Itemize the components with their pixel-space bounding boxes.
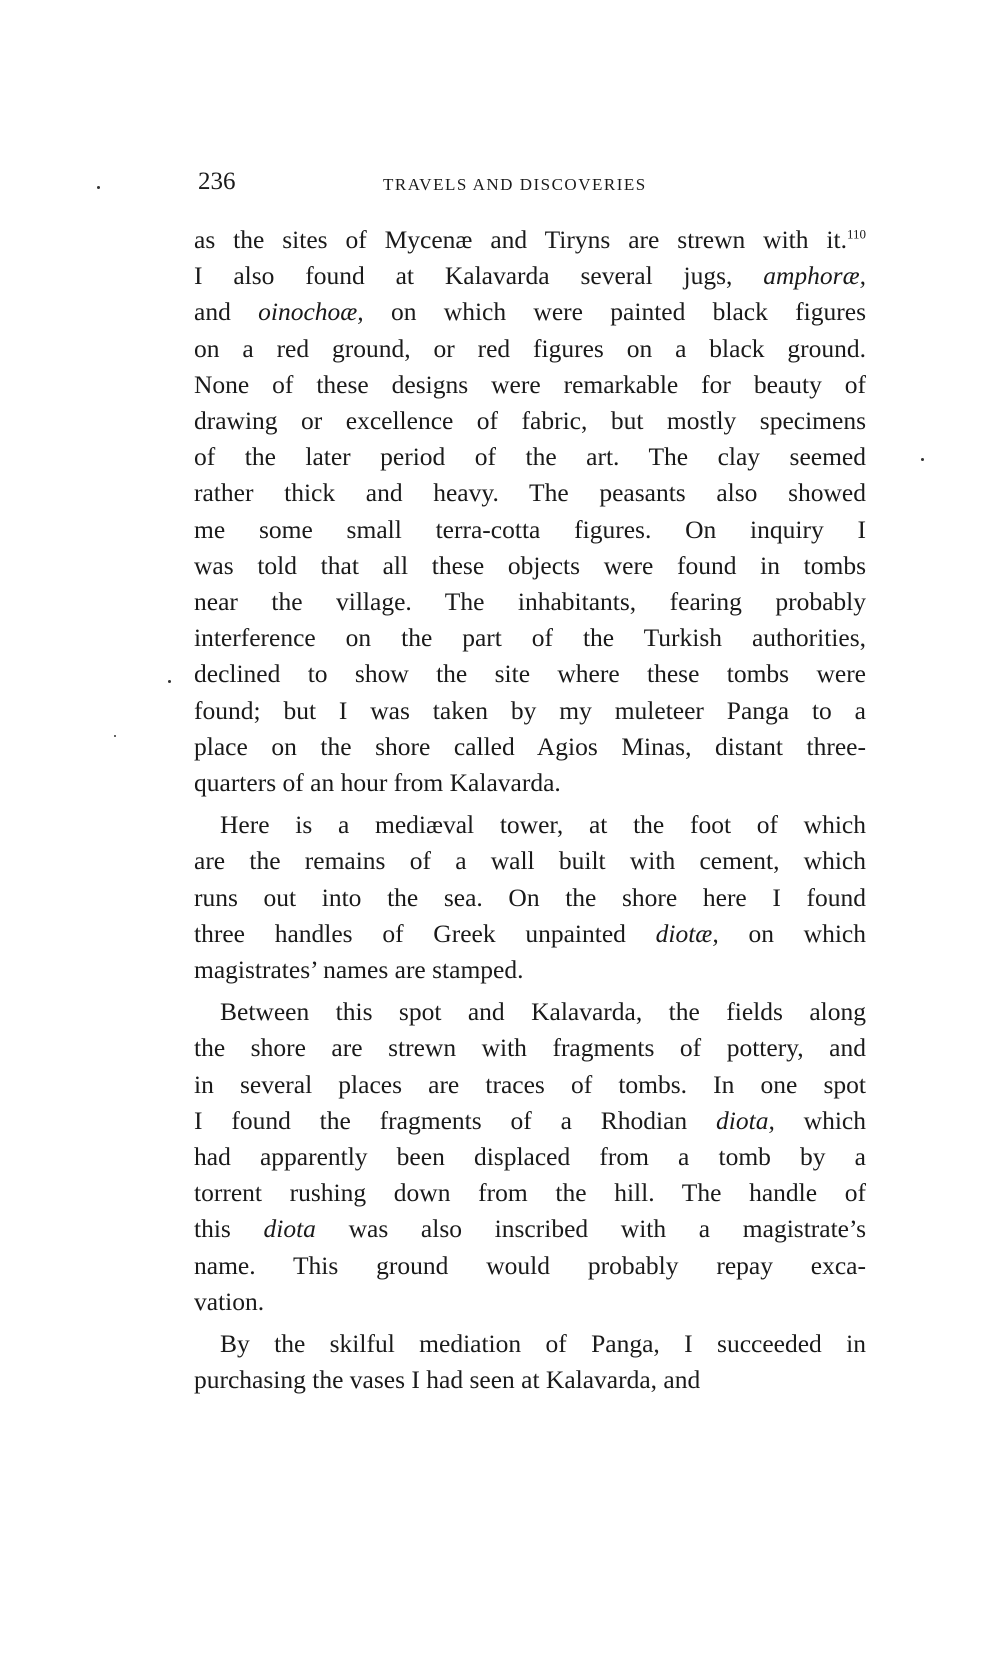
text-run: quarters of an hour from Kalavarda. (194, 768, 561, 798)
text-line (194, 258, 866, 294)
text-line (194, 475, 866, 511)
text-line (194, 1284, 866, 1320)
text-run: vation. (194, 1286, 265, 1316)
text-run: I found the fragments of a Rhodian (194, 1105, 717, 1135)
text-run: as the sites of Mycenæ and Tiryns are strewn with it. (194, 225, 847, 254)
italic-term: diota (263, 1214, 316, 1244)
body-text (194, 222, 866, 1399)
text-line (194, 952, 866, 988)
text-line (194, 1326, 866, 1362)
text-run: I also found at Kalavarda several jugs, (194, 261, 764, 291)
text-run: was told that all these objects were found in tombs (194, 550, 866, 580)
text-line (194, 294, 866, 330)
text-line (194, 584, 866, 620)
text-line (194, 620, 866, 656)
page-number: 236 (198, 168, 236, 195)
text-line (194, 693, 866, 729)
text-line (194, 222, 866, 258)
text-run: near the village. The inhabitants, fearing probably (194, 587, 866, 617)
text-line (194, 807, 866, 843)
text-run: in several places are traces of tombs. In one spot (194, 1069, 866, 1099)
text-run: had apparently been displaced from a tomb by a (194, 1142, 866, 1172)
scan-speck (168, 680, 171, 683)
text-line (194, 656, 866, 692)
text-run: on a red ground, or red figures on a black ground. (194, 333, 866, 363)
text-line (194, 331, 866, 367)
text-line (194, 729, 866, 765)
paragraph (194, 1326, 866, 1398)
text-line (194, 1067, 866, 1103)
text-run: was also inscribed with a magistrate’s (315, 1214, 867, 1244)
text-line (194, 880, 866, 916)
text-run: place on the shore called Agios Minas, distant three- (194, 731, 866, 761)
italic-term: oinochoæ, (258, 297, 364, 327)
text-run: Between this spot and Kalavarda, the fields along (220, 997, 866, 1027)
text-run: this (194, 1214, 264, 1244)
text-run: runs out into the sea. On the shore here I found (194, 882, 866, 912)
text-line (194, 994, 866, 1030)
text-run: which (774, 1105, 866, 1135)
footnote-ref: 110 (846, 226, 866, 242)
text-line (194, 916, 866, 952)
text-line (194, 548, 866, 584)
paragraph (194, 807, 866, 988)
italic-term: amphoræ, (763, 261, 866, 291)
text-run: interference on the part of the Turkish authorities, (194, 623, 866, 653)
scan-speck (97, 186, 100, 189)
text-line (194, 1030, 866, 1066)
text-line (194, 765, 866, 801)
running-head: TRAVELS AND DISCOVERIES (383, 175, 647, 194)
text-run: three handles of Greek unpainted (194, 918, 656, 948)
text-line (194, 1211, 866, 1247)
text-line (194, 403, 866, 439)
text-run: and (194, 297, 259, 327)
text-run: purchasing the vases I had seen at Kalavarda, and (194, 1365, 701, 1395)
text-line (194, 367, 866, 403)
text-run: on which (718, 918, 866, 948)
text-run: drawing or excellence of fabric, but mostly specimens (194, 406, 866, 436)
text-line (194, 1139, 866, 1175)
text-line (194, 1175, 866, 1211)
text-run: declined to show the site where these tombs were (194, 659, 866, 689)
text-line (194, 439, 866, 475)
text-run: the shore are strewn with fragments of pottery, and (194, 1033, 866, 1063)
text-run: Here is a mediæval tower, at the foot of which (220, 810, 866, 840)
page-header (198, 168, 888, 204)
paragraph (194, 222, 866, 801)
text-run: name. This ground would probably repay exca- (194, 1250, 866, 1280)
text-line (194, 1103, 866, 1139)
scan-speck (114, 735, 116, 737)
paragraph (194, 994, 866, 1320)
text-run: of the later period of the art. The clay seemed (194, 442, 866, 472)
text-run: rather thick and heavy. The peasants also showed (194, 478, 866, 508)
text-line (194, 843, 866, 879)
scan-speck (921, 458, 924, 461)
text-run: torrent rushing down from the hill. The handle of (194, 1178, 866, 1208)
italic-term: diotæ, (655, 918, 719, 948)
text-run: me some small terra-cotta figures. On inquiry I (194, 514, 866, 544)
text-line (194, 1248, 866, 1284)
text-run: None of these designs were remarkable for beauty of (194, 369, 866, 399)
text-run: are the remains of a wall built with cement, which (194, 846, 866, 876)
text-run: magistrates’ names are stamped. (194, 955, 524, 985)
text-line (194, 1362, 866, 1398)
italic-term: diota, (716, 1105, 775, 1135)
text-run: found; but I was taken by my muleteer Panga to a (194, 695, 866, 725)
text-run: By the skilful mediation of Panga, I succeeded in (220, 1329, 866, 1359)
text-run: on which were painted black figures (363, 297, 866, 327)
text-line (194, 512, 866, 548)
